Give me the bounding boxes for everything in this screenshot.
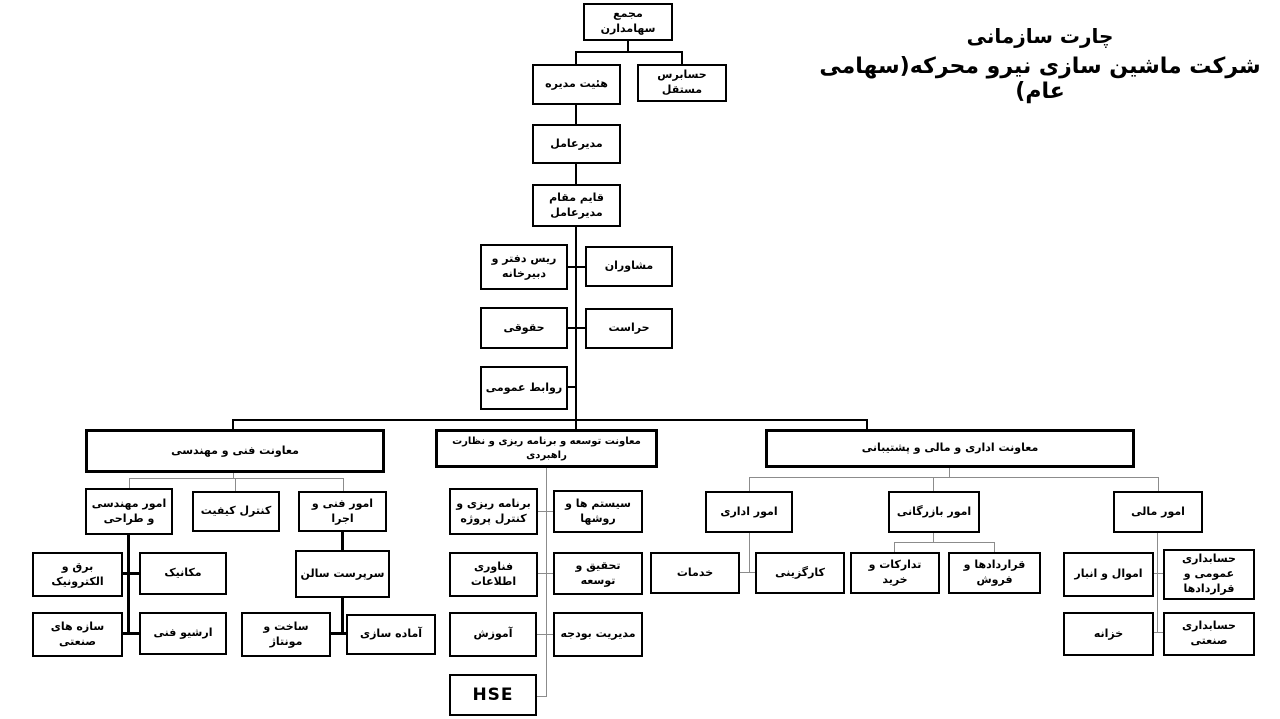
connector-line bbox=[123, 632, 139, 635]
connector-line bbox=[575, 51, 683, 53]
connector-line bbox=[546, 468, 547, 697]
node-consultants: مشاوران bbox=[585, 246, 673, 287]
connector-line bbox=[1158, 477, 1159, 491]
connector-line bbox=[343, 478, 344, 491]
connector-line bbox=[575, 105, 577, 124]
node-general-accounting: حسابداری عمومی و قراردادها bbox=[1163, 549, 1255, 600]
connector-line bbox=[749, 533, 750, 573]
connector-line bbox=[568, 266, 585, 268]
node-office-head: ریس دفتر و دبیرخانه bbox=[480, 244, 568, 290]
connector-line bbox=[123, 572, 139, 575]
node-public-relations: روابط عمومی bbox=[480, 366, 568, 410]
connector-line bbox=[575, 164, 577, 184]
node-admin-deputy: معاونت اداری و مالی و پشتیبانی bbox=[765, 429, 1135, 468]
node-commercial: امور بازرگانی bbox=[888, 491, 980, 533]
connector-line bbox=[537, 634, 553, 635]
node-auditor: حسابرس مستقل bbox=[637, 64, 727, 102]
node-procurement: تدارکات و خرید bbox=[850, 552, 940, 594]
connector-line bbox=[894, 542, 995, 543]
connector-line bbox=[866, 419, 868, 429]
node-rnd: تحقیق و توسعه bbox=[553, 552, 643, 595]
connector-line bbox=[568, 386, 577, 388]
connector-line bbox=[341, 598, 344, 635]
connector-line bbox=[1154, 573, 1163, 574]
node-finance: امور مالی bbox=[1113, 491, 1203, 533]
node-treasury: خزانه bbox=[1063, 612, 1154, 656]
node-tech-deputy: معاونت فنی و مهندسی bbox=[85, 429, 385, 473]
connector-line bbox=[232, 419, 868, 421]
node-ceo: مدیرعامل bbox=[532, 124, 621, 164]
node-electronics: برق و الکترونیک bbox=[32, 552, 123, 597]
node-it: فناوری اطلاعات bbox=[449, 552, 538, 597]
node-budget: مدیریت بودجه bbox=[553, 612, 643, 657]
node-preparation: آماده سازی bbox=[346, 614, 436, 655]
connector-line bbox=[127, 535, 130, 635]
node-eng-design: امور مهندسی و طراحی bbox=[85, 488, 173, 535]
connector-line bbox=[235, 478, 236, 491]
node-dev-deputy: معاونت توسعه و برنامه ریزی و نظارت راهبردی bbox=[435, 429, 658, 468]
connector-line bbox=[341, 532, 344, 550]
connector-line bbox=[538, 573, 553, 574]
node-hse: HSE bbox=[449, 674, 537, 716]
chart-title-line1: چارت سازمانی bbox=[966, 24, 1114, 48]
node-security: حراست bbox=[585, 308, 673, 349]
node-training: آموزش bbox=[449, 612, 537, 657]
connector-line bbox=[129, 478, 344, 479]
connector-line bbox=[129, 478, 130, 488]
node-contracts-sales: قراردادها و فروش bbox=[948, 552, 1041, 594]
node-admin-affairs: امور اداری bbox=[705, 491, 793, 533]
node-personnel: کارگزینی bbox=[755, 552, 845, 594]
connector-line bbox=[894, 542, 895, 552]
node-planning-control: برنامه ریزی و کنترل پروژه bbox=[449, 488, 538, 535]
connector-line bbox=[331, 632, 346, 635]
connector-line bbox=[740, 572, 755, 573]
node-industrial-accounting: حسابداری صنعتی bbox=[1163, 612, 1255, 656]
node-tech-archive: ارشیو فنی bbox=[139, 612, 227, 655]
connector-line bbox=[538, 511, 553, 512]
node-board: هئیت مدیره bbox=[532, 64, 621, 105]
connector-line bbox=[749, 477, 1159, 478]
node-shareholders: مجمع سهامدارن bbox=[583, 3, 673, 41]
chart-title bbox=[815, 24, 1265, 104]
node-quality-control: کنترل کیفیت bbox=[192, 491, 280, 532]
connector-line bbox=[681, 51, 683, 64]
node-tech-exec: امور فنی و اجرا bbox=[298, 491, 387, 532]
connector-line bbox=[568, 327, 585, 329]
node-property-warehouse: اموال و انبار bbox=[1063, 552, 1154, 597]
chart-title-line2: شرکت ماشین سازی نیرو محرکه(سهامی عام) bbox=[819, 54, 1261, 104]
node-industrial-structures: سازه های صنعتی bbox=[32, 612, 123, 657]
node-legal: حقوقی bbox=[480, 307, 568, 349]
node-build-assembly: ساخت و مونتاژ bbox=[241, 612, 331, 657]
node-deputy-ceo: قایم مقام مدیرعامل bbox=[532, 184, 621, 227]
connector-line bbox=[749, 477, 750, 491]
connector-line bbox=[933, 477, 934, 491]
connector-line bbox=[994, 542, 995, 552]
connector-line bbox=[232, 419, 234, 429]
connector-line bbox=[1154, 632, 1163, 633]
connector-line bbox=[537, 696, 547, 697]
connector-line bbox=[575, 51, 577, 64]
node-services: خدمات bbox=[650, 552, 740, 594]
node-hall-supervisor: سرپرست سالن bbox=[295, 550, 390, 598]
node-mechanics: مکانیک bbox=[139, 552, 227, 595]
connector-line bbox=[1157, 533, 1158, 633]
node-systems-methods: سیستم ها و روشها bbox=[553, 490, 643, 533]
